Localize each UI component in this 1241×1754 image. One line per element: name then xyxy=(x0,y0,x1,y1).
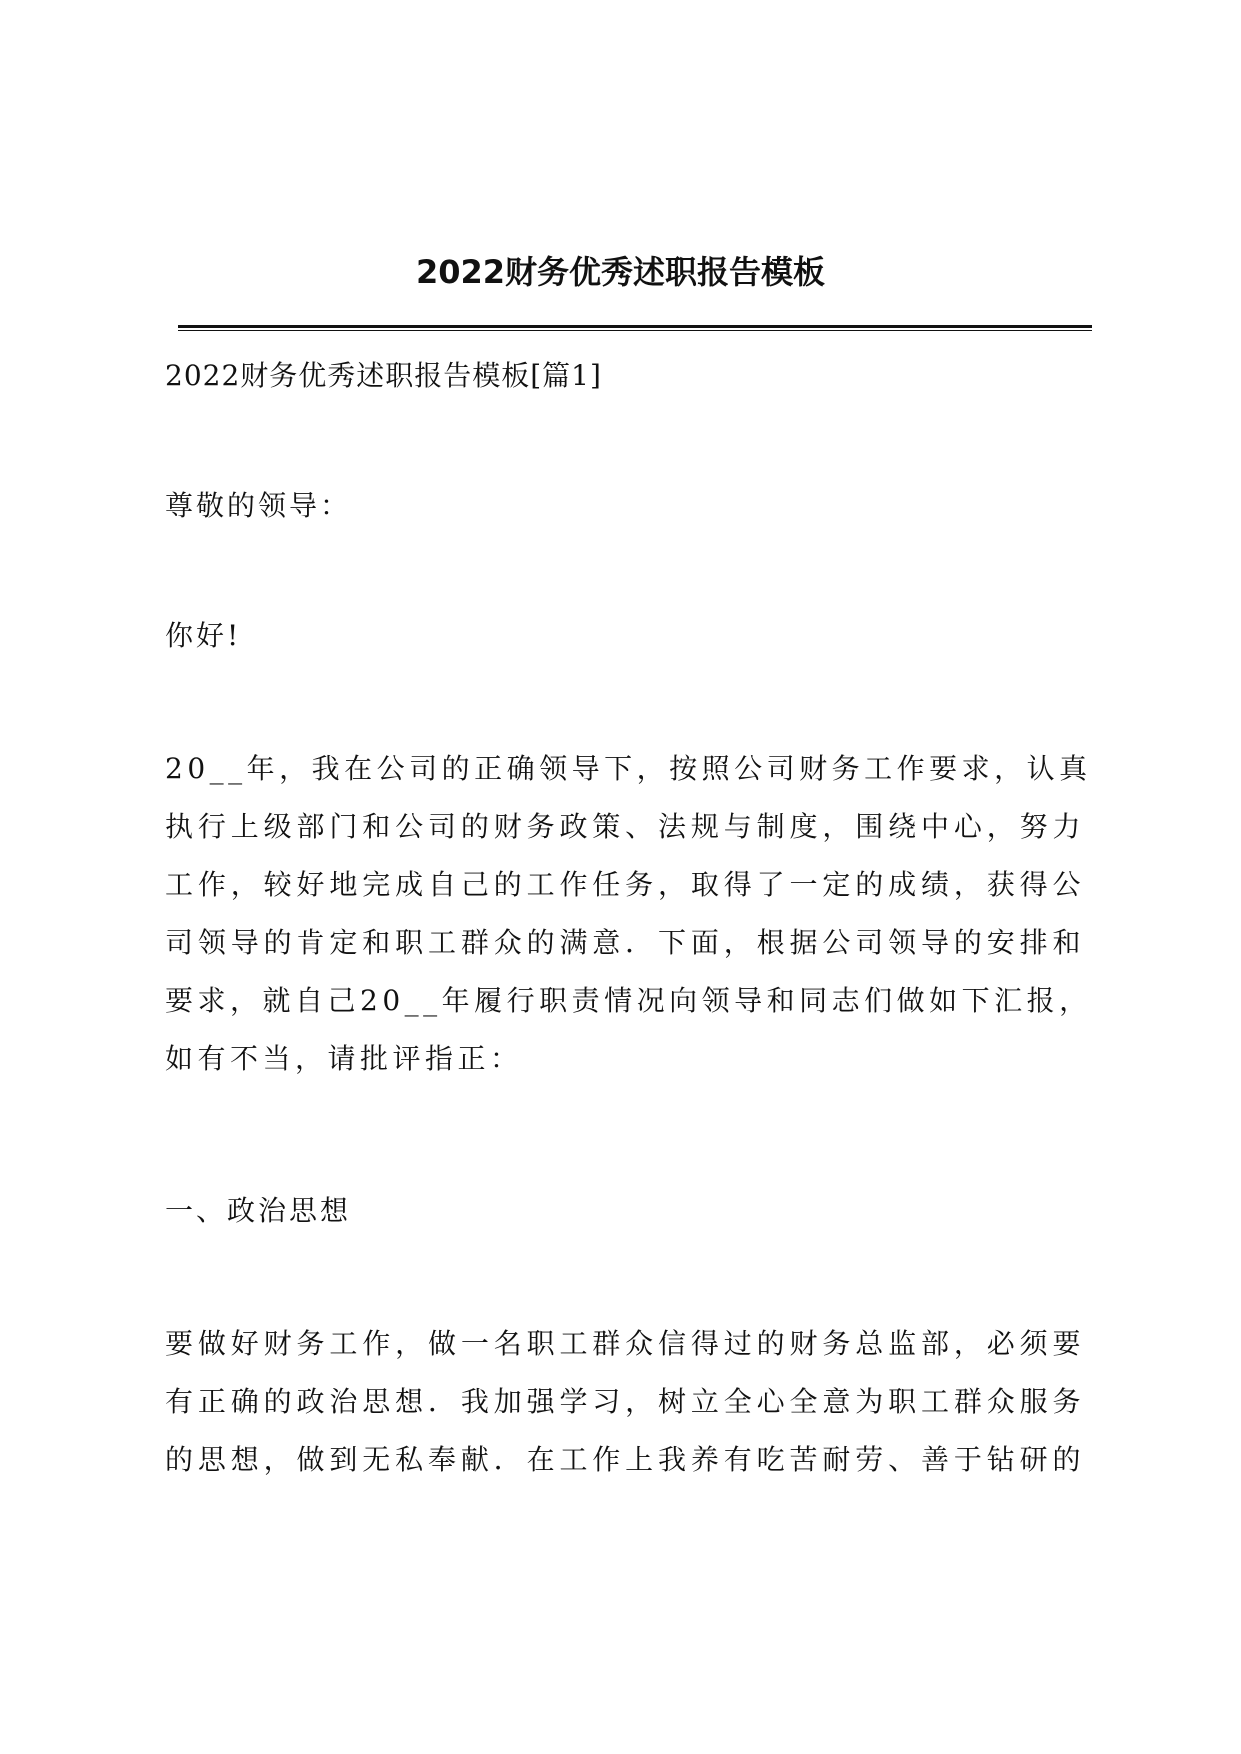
paragraph-line: 的思想，做到无私奉献．在工作上我养有吃苦耐劳、善于钻研的 xyxy=(165,1443,1085,1476)
title-double-rule xyxy=(178,325,1092,331)
section-heading: 2022财务优秀述职报告模板[篇1] xyxy=(165,359,602,392)
paragraph-line: 要做好财务工作，做一名职工群众信得过的财务总监部，必须要 xyxy=(165,1327,1085,1360)
paragraph-line: 要求，就自己20__年履行职责情况向领导和同志们做如下汇报， xyxy=(165,984,1092,1017)
paragraph-line: 执行上级部门和公司的财务政策、法规与制度，围绕中心，努力 xyxy=(165,810,1085,843)
salutation: 尊敬的领导： xyxy=(165,489,352,522)
greeting: 你好! xyxy=(165,619,242,652)
paragraph-line: 工作，较好地完成自己的工作任务，取得了一定的成绩，获得公 xyxy=(165,868,1085,901)
paragraph-politics xyxy=(165,1315,1085,1489)
paragraph-line: 司领导的肯定和职工群众的满意．下面，根据公司领导的安排和 xyxy=(165,926,1085,959)
paragraph-line: 20__年，我在公司的正确领导下，按照公司财务工作要求，认真 xyxy=(165,752,1092,785)
heading-politics: 一、政治思想 xyxy=(165,1194,352,1227)
document-title: 2022财务优秀述职报告模板 xyxy=(415,253,826,291)
paragraph-intro xyxy=(165,740,1092,1088)
paragraph-line: 如有不当，请批评指正： xyxy=(165,1042,523,1075)
paragraph-line: 有正确的政治思想．我加强学习，树立全心全意为职工群众服务 xyxy=(165,1385,1085,1418)
